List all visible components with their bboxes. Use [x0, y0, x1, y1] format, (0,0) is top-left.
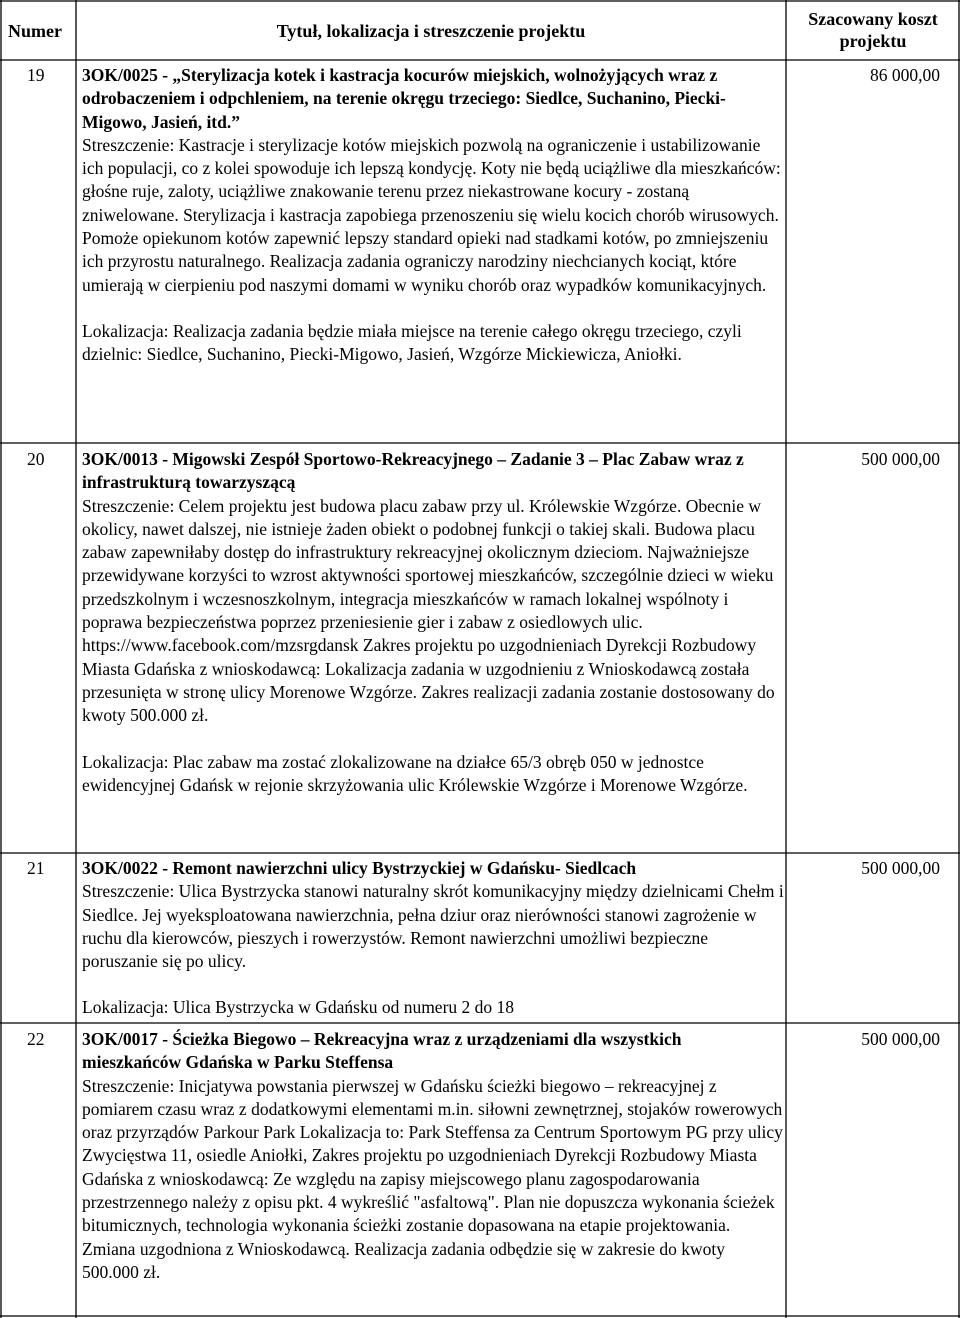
row-number: 19 — [27, 65, 45, 85]
project-cost: 86 000,00 — [870, 65, 940, 85]
project-summary: Streszczenie: Ulica Bystrzycka stanowi naturalny skrót komunikacyjny między dzielnicami Chełm i Siedlce. Jej wyeksploatowana nawierzchnia, pełna dziur oraz nierówności stanowi zagrożenie w ruchu dla kierowców, pieszych i rowerzystów. Remont nawierzchni umożliwi bezpieczne poruszanie się po ulicy. — [82, 881, 784, 972]
project-cost: 500 000,00 — [861, 449, 940, 469]
project-content — [82, 857, 784, 1020]
project-content — [82, 1028, 784, 1284]
project-cost: 500 000,00 — [861, 1029, 940, 1049]
project-content — [82, 64, 784, 367]
row-number: 20 — [27, 449, 45, 469]
project-summary: Streszczenie: Kastracje i sterylizacje kotów miejskich pozwolą na ograniczenie i ustabilizowanie ich populacji, co z kolei spowoduje ich lepszą kondycję. Koty nie będą uciążliwe dla mieszkańców: głośne ruje, zaloty, uciążliwe znakowanie terenu przez niekastrowane kocury - zostaną zniwelowane. Sterylizacja i kastracja zapobiega przenoszeniu się wielu kocich chorób wirusowych. Pomoże opiekunom kotów zapewnić lepszy standard opieki nad stadkami kotów, po zmniejszeniu ich przyrostu naturalnego. Realizacja zadania ograniczy narodziny niechcianych kociąt, które umierają w cierpieniu pod naszymi domami w wyniku chorób oraz wypadków komunikacyjnych. — [82, 134, 781, 295]
project-content — [82, 448, 784, 797]
project-title: 3OK/0017 - Ścieżka Biegowo – Rekreacyjna wraz z urządzeniami dla wszystkich mieszkańców Gdańska w Parku Steffensa — [82, 1029, 682, 1073]
project-cost: 500 000,00 — [861, 858, 940, 878]
header-title: Tytuł, lokalizacja i streszczenie projektu — [276, 21, 586, 41]
project-location: Lokalizacja: Realizacja zadania będzie miała miejsce na terenie całego okręgu trzeciego, czyli dzielnic: Siedlce, Suchanino, Piecki-Migowo, Jasień, Wzgórze Mickiewicza, Aniołki. — [82, 320, 742, 365]
project-location: Lokalizacja: Plac zabaw ma zostać zlokalizowane na działce 65/3 obręb 050 w jednostce ewidencyjnej Gdańsk w rejonie skrzyżowania ulic Królewskie Wzgórze i Morenowe Wzgórze. — [82, 751, 748, 795]
row-number: 22 — [27, 1029, 45, 1049]
header-number: Numer — [8, 21, 62, 41]
project-location: Lokalizacja: Ulica Bystrzycka w Gdańsku od numeru 2 do 18 — [82, 997, 515, 1018]
header-cost-line2: projektu — [839, 31, 907, 51]
project-summary: Streszczenie: Inicjatywa powstania pierwszej w Gdańsku ścieżki biegowo – rekreacyjnej z pomiarem czasu wraz z dodatkowymi elementami m.in. siłowni zewnętrznej, stojaków rowerowych oraz przyrządów Parkour Park Lokalizacja to: Park Steffensa za Centrum Sportowym PG przy ulicy Zwycięstwa 11, osiedle Aniołki, Zakres projektu po uzgodnieniach Dyrekcji Rozbudowy Miasta Gdańska z wnioskodawcą: Ze względu na zapisy miejscowego planu zagospodarowania przestrzennego należy z opisu pkt. 4 wykreślić "asfaltową". Plan nie dopuszcza wykonania ścieżek bitumicznych, technologia wykonania ścieżki zostanie dopasowana na etapie projektowania. Zmiana uzgodniona z Wnioskodawcą. Realizacja zadania odbędzie się w zakresie do kwoty 500.000 zł. — [82, 1075, 783, 1282]
header-cost — [789, 8, 957, 52]
project-title: 3OK/0025 - „Sterylizacja kotek i kastracja kocurów miejskich, wolnożyjących wraz z odrobaczeniem i odpchleniem, na terenie okręgu trzeciego: Siedlce, Suchanino, Piecki-Migowo, Jasień, itd.” — [82, 65, 726, 132]
project-title: 3OK/0022 - Remont nawierzchni ulicy Bystrzyckiej w Gdańsku- Siedlcach — [82, 858, 637, 878]
project-title: 3OK/0013 - Migowski Zespół Sportowo-Rekreacyjnego – Zadanie 3 – Plac Zabaw wraz z infrastrukturą towarzyszącą — [82, 449, 744, 493]
row-number: 21 — [27, 858, 45, 878]
header-cost-line1: Szacowany koszt — [808, 9, 938, 29]
project-summary: Streszczenie: Celem projektu jest budowa placu zabaw przy ul. Królewskie Wzgórze. Obecnie w okolicy, nawet dalszej, nie istnieje żaden obiekt o podobnej funkcji o takiej skali. Budowa placu zabaw zapewniłaby dostęp do infrastruktury rekreacyjnej okolicznym dzieciom. Najważniejsze przewidywane korzyści to wzrost aktywności sportowej mieszkańców, szczególnie dzieci w wieku przedszkolnym i wczesnoszkolnym, integracja mieszkańców w ramach lokalnej wspólnoty i poprawa bezpieczeństwa poprzez przeniesienie gier i zabaw z osiedlowych ulic. https://www.facebook.com/mzsrgdansk Zakres projektu po uzgodnieniach Dyrekcji Rozbudowy Miasta Gdańska z wnioskodawcą: Lokalizacja zadania w uzgodnieniu z Wnioskodawcą została przesunięta w stronę ulicy Morenowe Wzgórze. Zakres realizacji zadania zostanie dostosowany do kwoty 500.000 zł. — [82, 495, 775, 726]
